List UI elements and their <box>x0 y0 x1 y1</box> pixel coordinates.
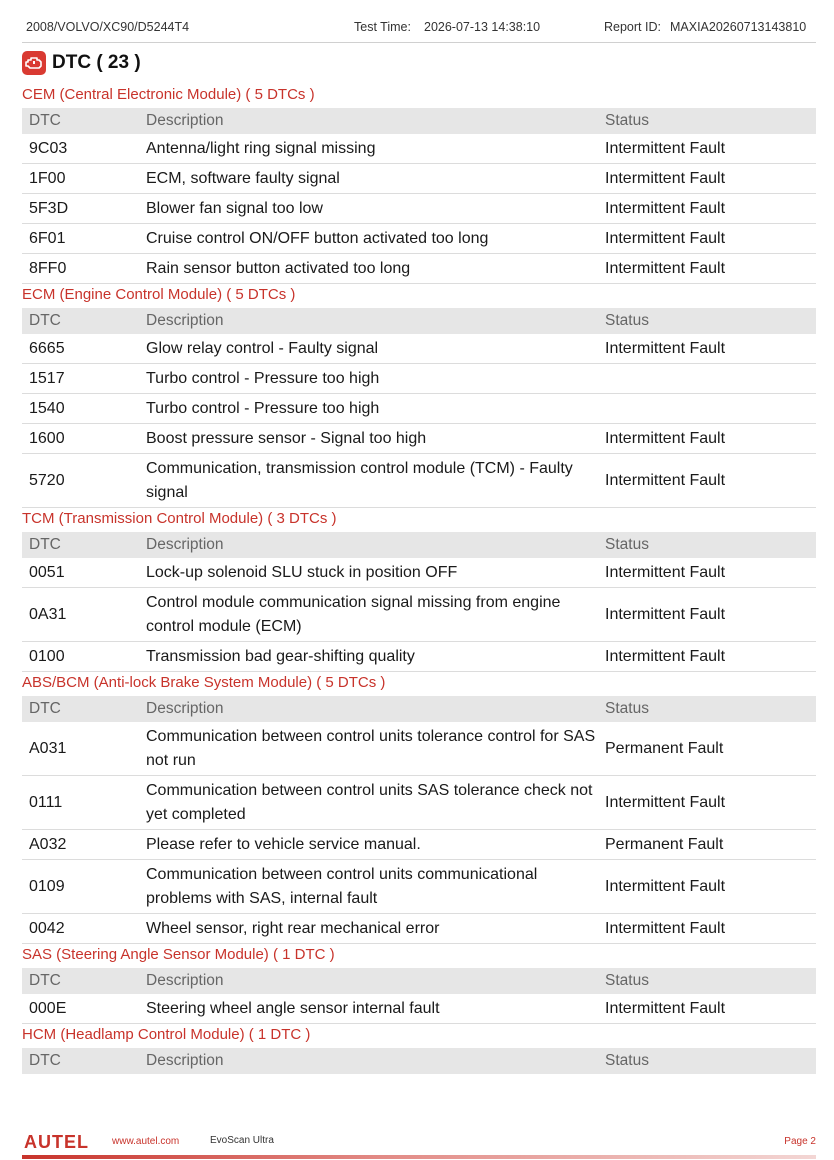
dtc-status: Intermittent Fault <box>605 429 726 447</box>
dtc-description: Boost pressure sensor - Signal too high <box>146 429 427 447</box>
dtc-code: A031 <box>29 739 67 757</box>
dtc-status: Permanent Fault <box>605 739 724 757</box>
table-row <box>22 134 816 164</box>
table-header <box>22 696 816 722</box>
footer-url[interactable]: www.autel.com <box>112 1136 180 1147</box>
table-row <box>22 776 816 830</box>
dtc-code: 5720 <box>29 471 65 489</box>
table-row <box>22 994 816 1024</box>
table-row <box>22 722 816 776</box>
dtc-section <box>22 1024 816 1074</box>
dtc-status: Permanent Fault <box>605 835 724 853</box>
section-title: ABS/BCM (Anti-lock Brake System Module) ( 5 DTCs ) <box>22 674 386 691</box>
column-header-description: Description <box>146 312 224 329</box>
column-header-status: Status <box>605 312 649 329</box>
dtc-code: 0100 <box>29 647 65 665</box>
dtc-code: 1517 <box>29 369 65 387</box>
dtc-code: 000E <box>29 999 67 1017</box>
table-row <box>22 164 816 194</box>
table-row <box>22 642 816 672</box>
dtc-description: Communication between control units communicational problems with SAS, internal fault <box>146 865 538 907</box>
dtc-description: Antenna/light ring signal missing <box>146 139 376 157</box>
column-header-status: Status <box>605 1052 649 1069</box>
table-row <box>22 224 816 254</box>
column-header-dtc: DTC <box>29 312 61 329</box>
table-header <box>22 308 816 334</box>
table-header <box>22 532 816 558</box>
report-footer <box>22 1128 816 1160</box>
column-header-dtc: DTC <box>29 700 61 717</box>
dtc-status: Intermittent Fault <box>605 139 726 157</box>
column-header-description: Description <box>146 112 224 129</box>
dtc-code: 6F01 <box>29 229 66 247</box>
dtc-status: Intermittent Fault <box>605 999 726 1017</box>
dtc-description: Control module communication signal missing from engine control module (ECM) <box>146 593 561 635</box>
section-title: HCM (Headlamp Control Module) ( 1 DTC ) <box>22 1026 311 1043</box>
dtc-code: 1600 <box>29 429 65 447</box>
dtc-description: Cruise control ON/OFF button activated too long <box>146 229 489 247</box>
dtc-code: 0109 <box>29 877 65 895</box>
dtc-code: 0042 <box>29 919 65 937</box>
table-row <box>22 424 816 454</box>
dtc-status: Intermittent Fault <box>605 647 726 665</box>
dtc-description: Turbo control - Pressure too high <box>146 399 380 417</box>
section-title: TCM (Transmission Control Module) ( 3 DTCs ) <box>22 510 337 527</box>
section-title: ECM (Engine Control Module) ( 5 DTCs ) <box>22 286 296 303</box>
page-number: Page 2 <box>784 1136 816 1147</box>
footer-divider <box>22 1155 816 1159</box>
table-row <box>22 830 816 860</box>
section-title: CEM (Central Electronic Module) ( 5 DTCs ) <box>22 86 315 103</box>
table-row <box>22 194 816 224</box>
column-header-status: Status <box>605 112 649 129</box>
dtc-description: Turbo control - Pressure too high <box>146 369 380 387</box>
column-header-dtc: DTC <box>29 972 61 989</box>
column-header-dtc: DTC <box>29 1052 61 1069</box>
dtc-description: ECM, software faulty signal <box>146 169 340 187</box>
dtc-description: Lock-up solenoid SLU stuck in position OFF <box>146 563 458 581</box>
dtc-description: Communication between control units SAS tolerance check not yet completed <box>146 781 593 823</box>
dtc-status: Intermittent Fault <box>605 919 726 937</box>
dtc-code: 6665 <box>29 339 65 357</box>
vehicle-info: 2008/VOLVO/XC90/D5244T4 <box>26 20 190 34</box>
table-row <box>22 334 816 364</box>
dtc-description: Communication between control units tolerance control for SAS not run <box>146 727 596 769</box>
table-header <box>22 1048 816 1074</box>
dtc-description: Rain sensor button activated too long <box>146 259 411 277</box>
dtc-code: 0111 <box>29 793 63 811</box>
table-row <box>22 394 816 424</box>
column-header-status: Status <box>605 700 649 717</box>
test-time-label: Test Time: <box>354 20 411 34</box>
report-id-value: MAXIA20260713143810 <box>670 20 807 34</box>
table-row <box>22 588 816 642</box>
column-header-status: Status <box>605 536 649 553</box>
table-row <box>22 558 816 588</box>
dtc-status: Intermittent Fault <box>605 339 726 357</box>
dtc-status: Intermittent Fault <box>605 877 726 895</box>
dtc-code: A032 <box>29 835 67 853</box>
column-header-status: Status <box>605 972 649 989</box>
engine-warning-icon <box>22 51 46 75</box>
dtc-code: 8FF0 <box>29 259 67 277</box>
dtc-status: Intermittent Fault <box>605 793 726 811</box>
table-header <box>22 968 816 994</box>
dtc-title-row <box>22 50 141 76</box>
footer-product: EvoScan Ultra <box>210 1135 274 1146</box>
dtc-description: Communication, transmission control module (TCM) - Faulty signal <box>146 459 573 501</box>
dtc-status: Intermittent Fault <box>605 471 726 489</box>
dtc-description: Blower fan signal too low <box>146 199 323 217</box>
report-id-label: Report ID: <box>604 20 661 34</box>
dtc-description: Wheel sensor, right rear mechanical error <box>146 919 440 937</box>
dtc-status: Intermittent Fault <box>605 229 726 247</box>
column-header-description: Description <box>146 536 224 553</box>
dtc-section <box>22 84 816 284</box>
table-row <box>22 254 816 284</box>
dtc-description: Glow relay control - Faulty signal <box>146 339 379 357</box>
dtc-description: Transmission bad gear-shifting quality <box>146 647 415 665</box>
column-header-dtc: DTC <box>29 112 61 129</box>
table-row <box>22 364 816 394</box>
dtc-code: 0051 <box>29 563 65 581</box>
table-row <box>22 454 816 508</box>
column-header-dtc: DTC <box>29 536 61 553</box>
autel-logo: AUTEL <box>24 1132 89 1152</box>
dtc-code: 1F00 <box>29 169 66 187</box>
test-time-value: 2026-07-13 14:38:10 <box>424 20 541 34</box>
dtc-report-body <box>22 84 816 1074</box>
table-row <box>22 914 816 944</box>
dtc-status: Intermittent Fault <box>605 169 726 187</box>
dtc-section <box>22 284 816 508</box>
dtc-description: Steering wheel angle sensor internal fault <box>146 999 440 1017</box>
column-header-description: Description <box>146 972 224 989</box>
dtc-status: Intermittent Fault <box>605 563 726 581</box>
dtc-status: Intermittent Fault <box>605 259 726 277</box>
table-row <box>22 860 816 914</box>
dtc-section <box>22 944 816 1024</box>
dtc-status: Intermittent Fault <box>605 605 726 623</box>
dtc-description: Please refer to vehicle service manual. <box>146 835 421 853</box>
dtc-code: 5F3D <box>29 199 69 217</box>
dtc-code: 1540 <box>29 399 65 417</box>
dtc-status: Intermittent Fault <box>605 199 726 217</box>
dtc-code: 9C03 <box>29 139 68 157</box>
column-header-description: Description <box>146 1052 224 1069</box>
section-title: SAS (Steering Angle Sensor Module) ( 1 DTC ) <box>22 946 335 963</box>
report-header <box>22 14 816 43</box>
table-header <box>22 108 816 134</box>
page-title: DTC ( 23 ) <box>52 52 141 73</box>
column-header-description: Description <box>146 700 224 717</box>
dtc-section <box>22 672 816 944</box>
dtc-code: 0A31 <box>29 605 67 623</box>
dtc-section <box>22 508 816 672</box>
